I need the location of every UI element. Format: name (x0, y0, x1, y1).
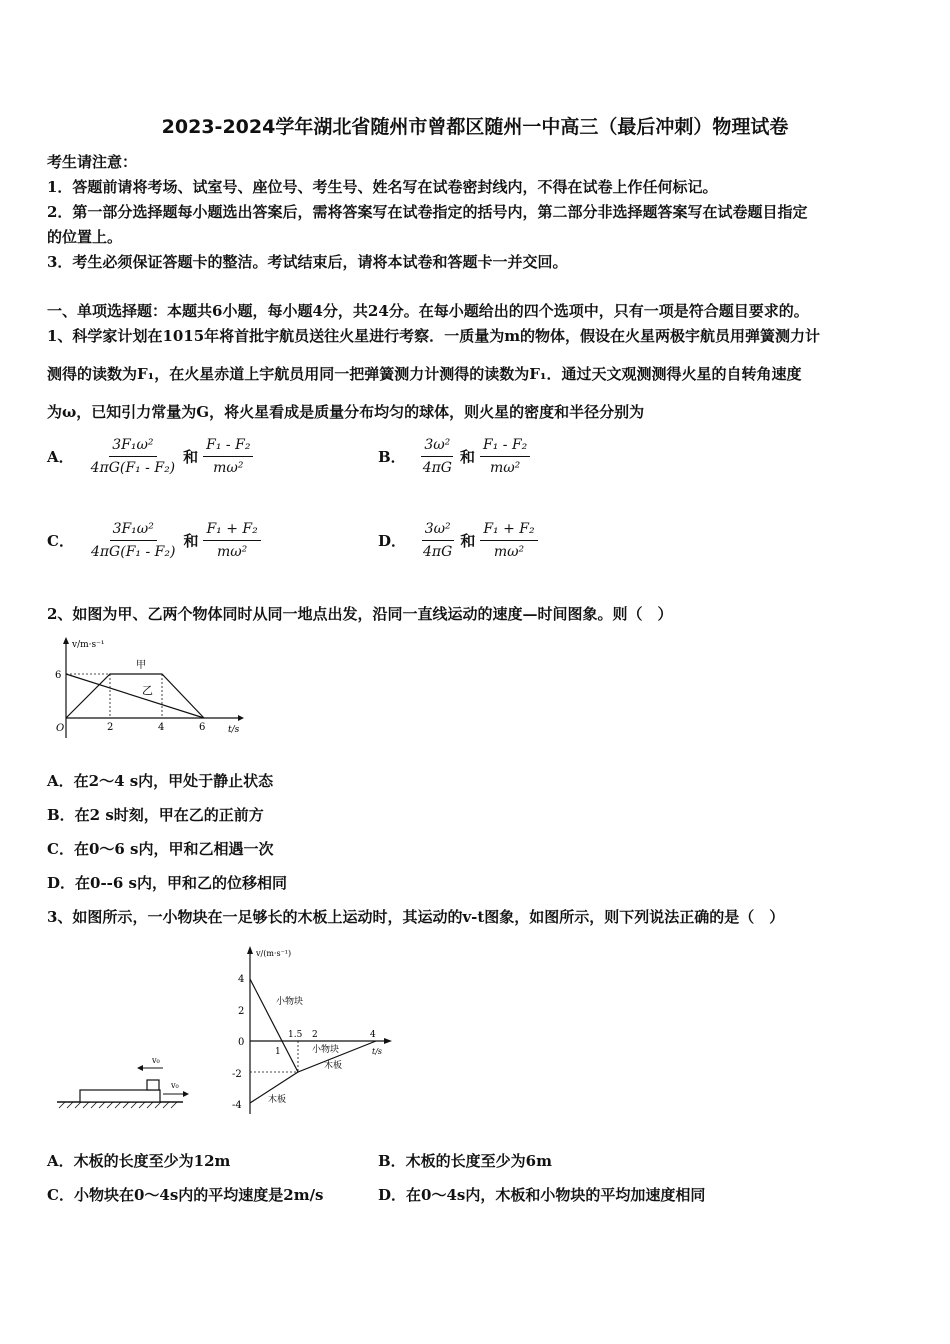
y-tick-2: 2 (238, 1006, 245, 1017)
q3-option-a[interactable]: A．木板的长度至少为12m (47, 1152, 231, 1170)
notice-heading: 考生请注意： (47, 153, 138, 171)
q2-vt-graph (48, 634, 248, 744)
density-fraction: $\frac{\text{3F₁ω²}}{\text{4πG(F₁ - F₂)}}$ (90, 521, 176, 560)
label-jia: 甲 (136, 660, 146, 671)
y-axis-arrow (247, 946, 253, 954)
arrow-right-head (183, 1091, 189, 1097)
x-tick-2: 2 (107, 722, 114, 733)
radius-fraction: $\frac{\text{F₁ - F₂}}{\text{mω²}}$ (203, 436, 253, 477)
line-block (250, 979, 376, 1072)
density-fraction: $\frac{\text{3ω²}}{4\pi G}$ (423, 521, 453, 560)
q1-line2: 测得的读数为F₁，在火星赤道上宇航员用同一把弹簧测力计测得的读数为F₁．通过天文观测测得火星的自转角速度 (47, 365, 802, 383)
ground-hatch (59, 1102, 177, 1108)
q3-option-c[interactable]: C．小物块在0～4s内的平均速度是2m/s (47, 1186, 324, 1204)
q2-option-b[interactable]: B．在2 s时刻，甲在乙的正前方 (47, 806, 264, 824)
label-board-bot: 木板 (268, 1095, 287, 1105)
x-tick-6: 6 (199, 722, 206, 733)
v0-top-label: v₀ (152, 1056, 160, 1065)
option-label: B． (378, 448, 406, 466)
y-tick-neg4: -4 (232, 1100, 242, 1111)
notice-item-3: 3．考生必须保证答题卡的整洁。考试结束后，请将本试卷和答题卡一并交回。 (47, 253, 568, 271)
x-tick-2: 2 (312, 1030, 318, 1040)
x-axis-arrow (238, 715, 244, 721)
label-block-mid: 小物块 (312, 1045, 340, 1055)
q1-option-c[interactable]: C． $\frac{\text{3F₁ω²}}{\text{4πG(F₁ - F₂)}}$ 和 $\frac{\text{F₁ + F₂}}{\text{mω²}}$ (47, 520, 263, 561)
board (80, 1090, 160, 1102)
q3-stem: 3、如图所示，一小物块在一足够长的木板上运动时，其运动的v-t图象，如图所示，则下列说法正确的是（ ） (47, 908, 785, 926)
radius-fraction: $\frac{\text{F₁ + F₂}}{\text{mω²}}$ (203, 520, 260, 561)
q3-option-d[interactable]: D．在0～4s内，木板和小物块的平均加速度相同 (378, 1186, 706, 1204)
option-label: C． (47, 532, 74, 550)
q1-line1: 1、科学家计划在1015年将首批宇航员送往火星进行考察．一质量为m的物体，假设在火星两极宇航员用弹簧测力计 (47, 327, 821, 345)
v0-right-label: v₀ (171, 1081, 179, 1090)
q3-vt-graph (228, 944, 398, 1119)
y-tick-4: 4 (238, 974, 245, 985)
q2-option-c[interactable]: C．在0～6 s内，甲和乙相遇一次 (47, 840, 274, 858)
radius-fraction: $\frac{\text{F₁ + F₂}}{\text{mω²}}$ (480, 520, 537, 561)
x-tick-1-5: 1.5 (288, 1030, 303, 1040)
q1-option-d[interactable]: D． $\frac{\text{3ω²}}{4\pi G}$ 和 $\frac{\text{F₁ + F₂}}{\text{mω²}}$ (378, 520, 540, 561)
density-fraction: $\frac{\text{3ω²}}{4\pi G}$ (422, 437, 452, 476)
label-board-mid: 木板 (324, 1061, 343, 1071)
label-yi: 乙 (142, 684, 153, 697)
origin-label: O (56, 723, 65, 734)
q3-setup-diagram (55, 1050, 195, 1115)
y-axis-arrow (63, 637, 69, 644)
q1-option-a[interactable]: A． $\frac{\text{3F₁ω²}}{\text{4πG(F₁ - F₂)}}$ 和 $\frac{\text{F₁ - F₂}}{\text{mω²}}$ (47, 436, 255, 477)
y-tick-0: 0 (238, 1037, 245, 1048)
option-label: D． (378, 532, 407, 550)
x-axis-label: t/s (372, 1047, 383, 1056)
x-tick-4: 4 (370, 1030, 376, 1040)
q1-option-b[interactable]: B． $\frac{\text{3ω²}}{4\pi G}$ 和 $\frac{\text{F₁ - F₂}}{\text{mω²}}$ (378, 436, 532, 477)
notice-item-2: 2．第一部分选择题每小题选出答案后，需将答案写在试卷指定的括号内，第二部分非选择题答案写在试卷题目指定 (47, 203, 808, 221)
radius-fraction: $\frac{\text{F₁ - F₂}}{\text{mω²}}$ (480, 436, 530, 477)
label-block-top: 小物块 (276, 997, 304, 1007)
block (147, 1080, 159, 1090)
q2-option-a[interactable]: A．在2～4 s内，甲处于静止状态 (47, 772, 274, 790)
y-axis-label: v/m·s⁻¹ (72, 640, 105, 650)
x-axis-arrow (384, 1038, 392, 1044)
notice-item-1: 1．答题前请将考场、试室号、座位号、考生号、姓名写在试卷密封线内，不得在试卷上作任何标记。 (47, 178, 718, 196)
option-label: A． (47, 448, 74, 466)
notice-item-2-cont: 的位置上。 (47, 228, 123, 246)
y-axis-label: v/(m·s⁻¹) (256, 949, 292, 958)
x-axis-label: t/s (228, 725, 240, 735)
arrow-left-head (137, 1065, 143, 1071)
section-heading: 一、单项选择题：本题共6小题，每小题4分，共24分。在每小题给出的四个选项中，只有一项是符合题目要求的。 (47, 302, 809, 320)
y-tick-neg2: -2 (232, 1069, 242, 1080)
q1-line3: 为ω，已知引力常量为G，将火星看成是质量分布均匀的球体，则火星的密度和半径分别为 (47, 403, 645, 421)
y-tick-6: 6 (55, 670, 62, 681)
x-tick-4: 4 (158, 722, 165, 733)
q2-stem: 2、如图为甲、乙两个物体同时从同一地点出发，沿同一直线运动的速度—时间图象。则（ ） (47, 605, 673, 623)
density-fraction: $\frac{\text{3F₁ω²}}{\text{4πG(F₁ - F₂)}}$ (90, 437, 176, 476)
q2-option-d[interactable]: D．在0--6 s内，甲和乙的位移相同 (47, 874, 288, 892)
x-tick-1: 1 (275, 1047, 281, 1057)
page-title: 2023-2024学年湖北省随州市曾都区随州一中高三（最后冲刺）物理试卷 (161, 116, 789, 138)
q3-option-b[interactable]: B．木板的长度至少为6m (378, 1152, 552, 1170)
